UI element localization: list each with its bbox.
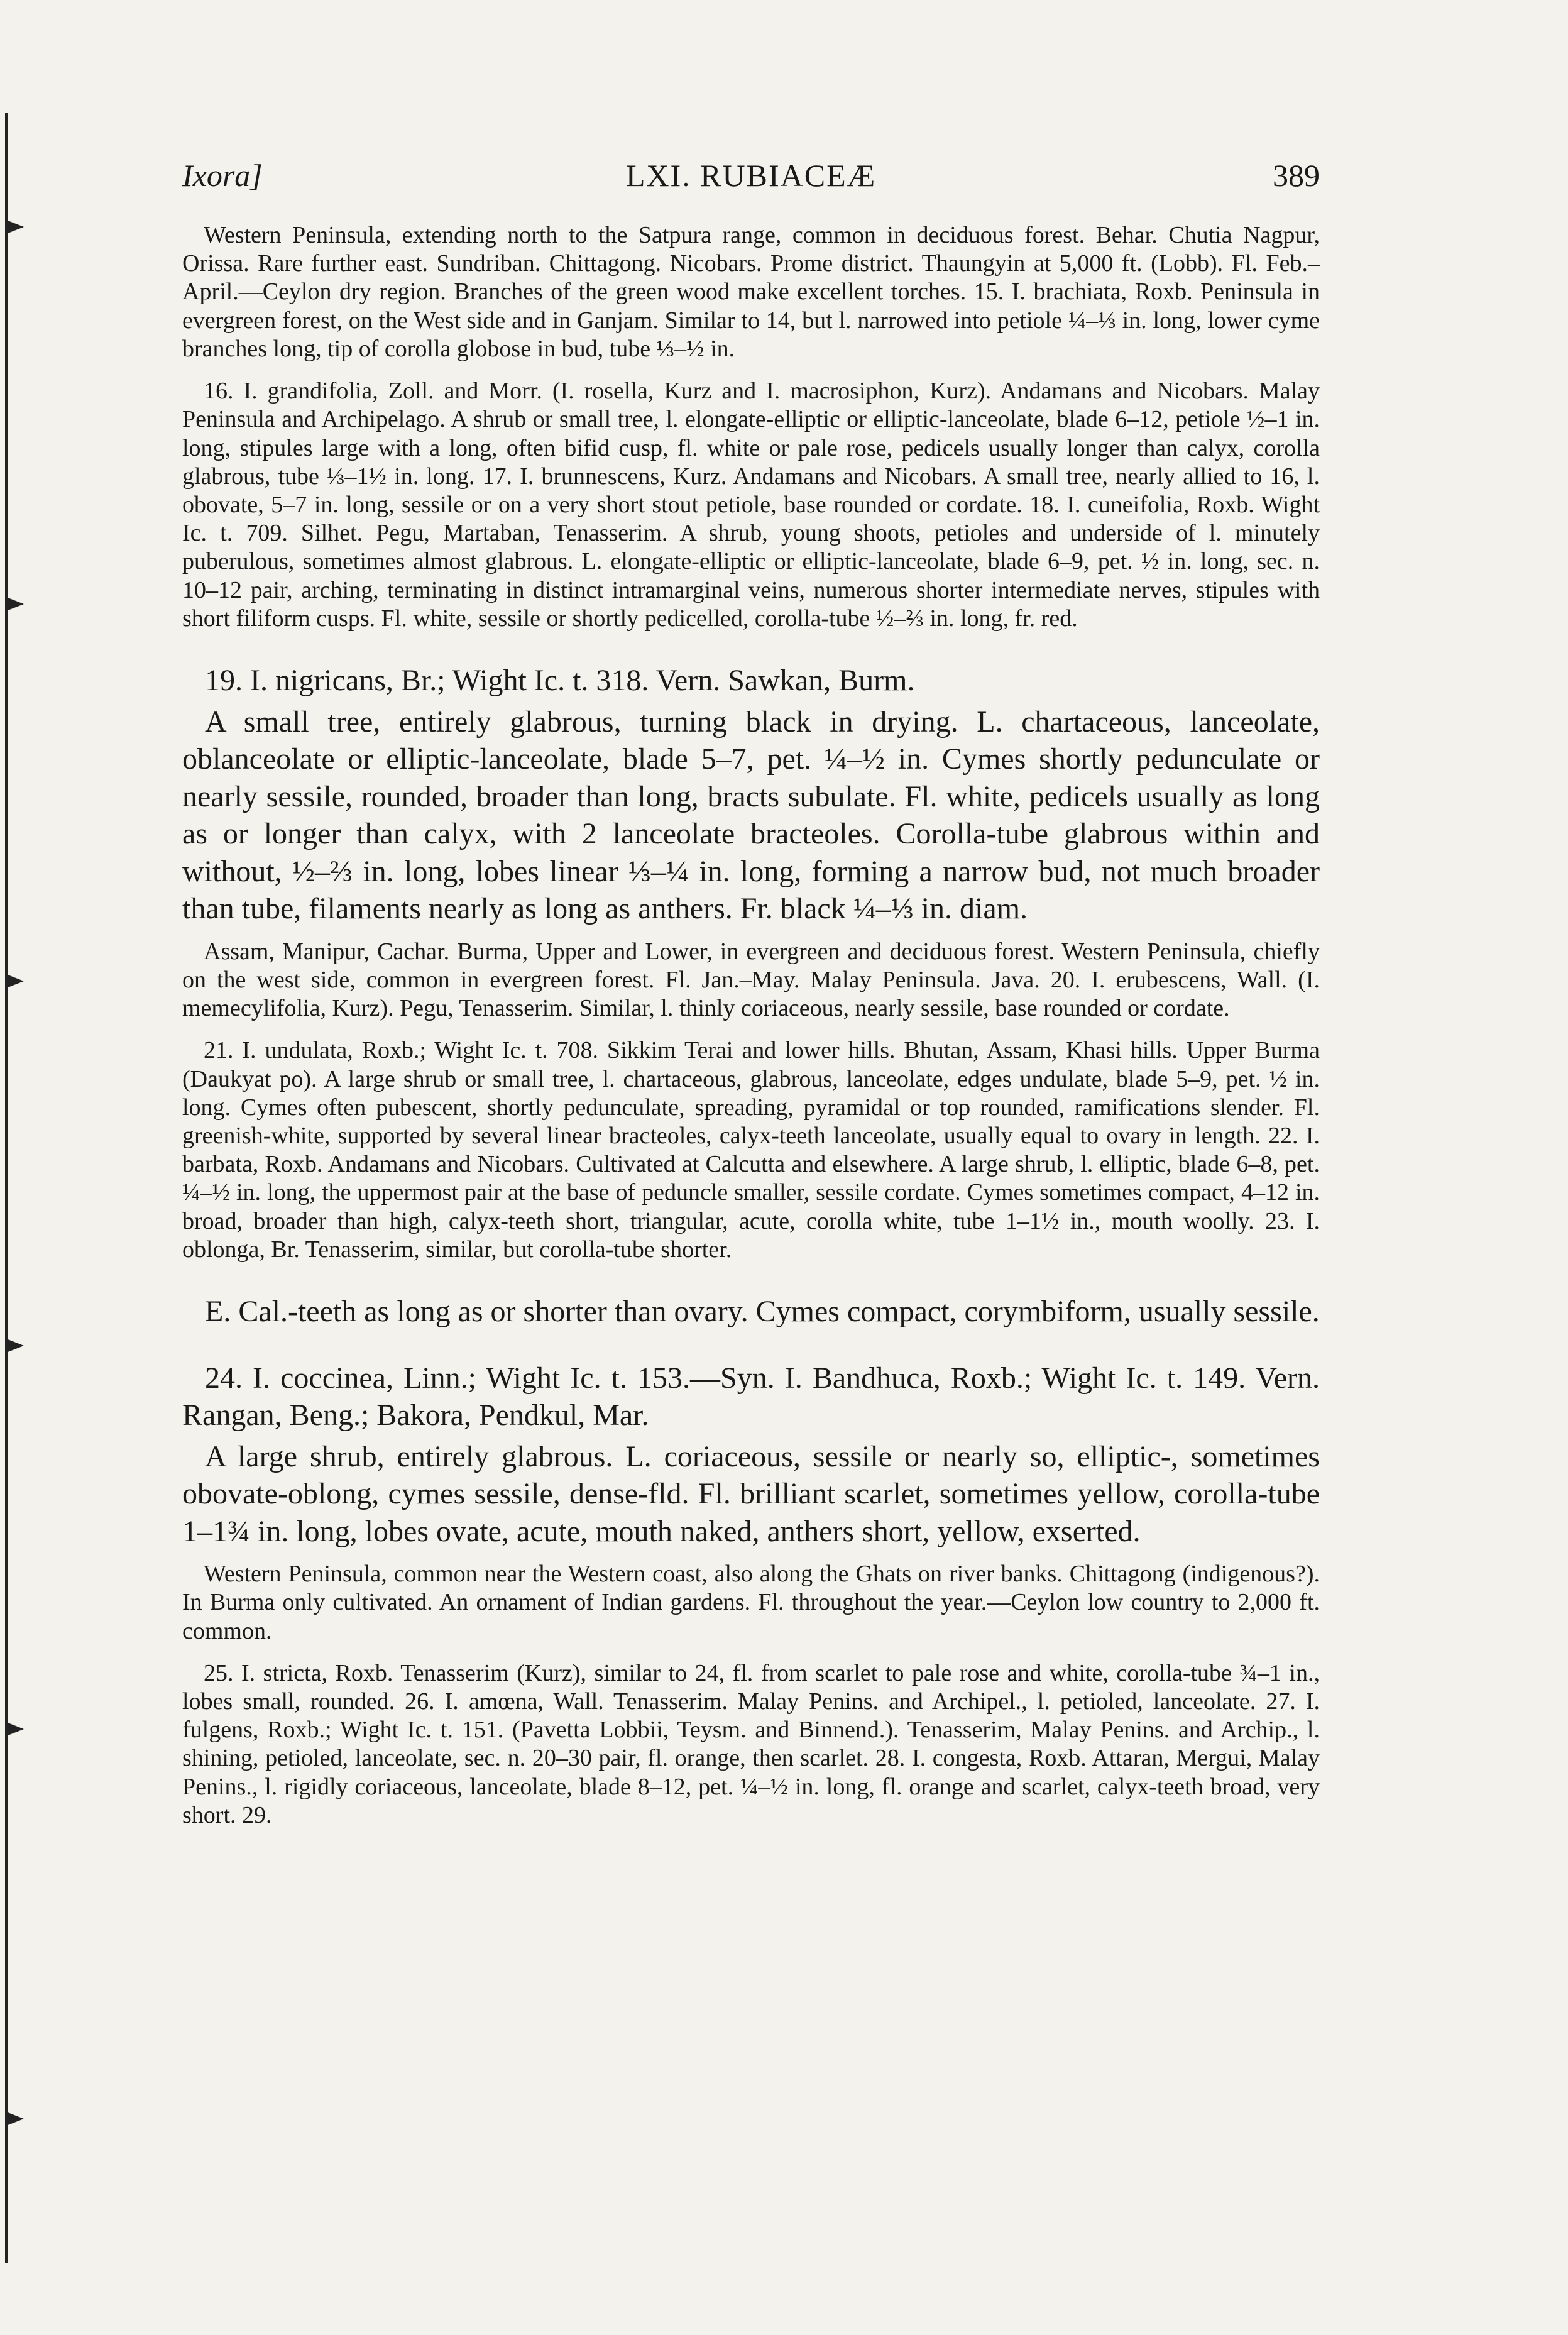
species-heading-24: 24. I. coccinea, Linn.; Wight Ic. t. 153.—Syn. I. Bandhuca, Roxb.; Wight Ic. t. 149. Vern. Rangan, Beng.; Bakora, Pendkul, Mar.	[182, 1361, 1320, 1432]
running-header	[182, 157, 1320, 194]
paragraph-distribution-19-20: Assam, Manipur, Cachar. Burma, Upper and Lower, in evergreen and deciduous forest. Western Peninsula, chiefly on the west side, common in evergreen forest. Fl. Jan.–May. Malay Peninsula. Java. 20. I. erubescens, Wall. (I. memecylifolia, Kurz). Pegu, Tenasserim. Similar, l. thinly coriaceous, nearly sessile, base rounded or cordate.	[182, 938, 1320, 1022]
margin-arrow-mark	[6, 597, 24, 611]
header-genus: Ixora]	[182, 158, 263, 193]
paragraph-distribution-14: Western Peninsula, extending north to the Satpura range, common in deciduous forest. Behar. Chutia Nagpur, Orissa. Rare further east. Sundriban. Chittagong. Nicobars. Prome district. Thaungyin at 5,000 ft. (Lobb). Fl. Feb.–April.—Ceylon dry region. Branches of the green wood make excellent torches. 15. I. brachiata, Roxb. Peninsula in evergreen forest, on the West side and in Ganjam. Similar to 14, but l. narrowed into petiole ¼–⅓ in. long, lower cyme branches long, tip of corolla globose in bud, tube ⅓–½ in.	[182, 222, 1320, 362]
margin-arrow-mark	[6, 974, 24, 988]
left-margin-rule	[5, 113, 8, 2263]
description-19: A small tree, entirely glabrous, turning black in drying. L. chartaceous, lanceolate, oblanceolate or elliptic-lanceolate, blade 5–7, pet. ¼–½ in. Cymes shortly pedunculate or nearly sessile, rounded, broader than long, bracts subulate. Fl. white, pedicels usually as long as or longer than calyx, with 2 lanceolate bracteoles. Corolla-tube glabrous within and without, ½–⅔ in. long, lobes linear ⅓–¼ in. long, forming a narrow bud, not much broader than tube, filaments nearly as long as anthers. Fr. black ¼–⅓ in. diam.	[182, 705, 1320, 926]
paragraph-species-21-23: 21. I. undulata, Roxb.; Wight Ic. t. 708. Sikkim Terai and lower hills. Bhutan, Assam, Khasi hills. Upper Burma (Daukyat po). A large shrub or small tree, l. chartaceous, glabrous, lanceolate, edges undulate, blade 5–9, pet. ½ in. long. Cymes often pubescent, shortly pedunculate, spreading, pyramidal or top rounded, ramifications slender. Fl. greenish-white, supported by several linear bracteoles, calyx-teeth lanceolate, usually equal to ovary in length. 22. I. barbata, Roxb. Andamans and Nicobars. Cultivated at Calcutta and elsewhere. A large shrub, l. elliptic, blade 6–8, pet. ¼–½ in. long, the uppermost pair at the base of peduncle smaller, sessile cordate. Cymes sometimes compact, 4–12 in. broad, broader than high, calyx-teeth short, triangular, acute, corolla white, tube 1–1½ in., mouth woolly. 23. I. oblonga, Br. Tenasserim, similar, but corolla-tube shorter.	[182, 1037, 1320, 1263]
margin-arrow-mark	[6, 2112, 24, 2126]
margin-arrow-mark	[6, 1722, 24, 1736]
key-section-e: E. Cal.-teeth as long as or shorter than ovary. Cymes compact, corymbiform, usually sessile.	[205, 1295, 1320, 1329]
species-heading-19: 19. I. nigricans, Br.; Wight Ic. t. 318. Vern. Sawkan, Burm.	[205, 664, 915, 698]
header-family: LXI. RUBIACEÆ	[625, 158, 877, 193]
paragraph-species-25-29: 25. I. stricta, Roxb. Tenasserim (Kurz), similar to 24, fl. from scarlet to pale rose and white, corolla-tube ¾–1 in., lobes small, rounded. 26. I. amœna, Wall. Tenasserim. Malay Penins. and Archipel., l. petioled, lanceolate. 27. I. fulgens, Roxb.; Wight Ic. t. 151. (Pavetta Lobbii, Teysm. and Binnend.). Tenasserim, Malay Penins. and Archip., l. shining, petioled, lanceolate, sec. n. 20–30 pair, fl. orange, then scarlet. 28. I. congesta, Roxb. Attaran, Mergui, Malay Penins., l. rigidly coriaceous, lanceolate, blade 8–12, pet. ¼–½ in. long, fl. orange and scarlet, calyx-teeth broad, very short. 29.	[182, 1659, 1320, 1828]
paragraph-distribution-24: Western Peninsula, common near the Western coast, also along the Ghats on river banks. Chittagong (indigenous?). In Burma only cultivated. An ornament of Indian gardens. Fl. throughout the year.—Ceylon low country to 2,000 ft. common.	[182, 1561, 1320, 1644]
margin-arrow-mark	[6, 1339, 24, 1353]
paragraph-species-16-18: 16. I. grandifolia, Zoll. and Morr. (I. rosella, Kurz and I. macrosiphon, Kurz). Andamans and Nicobars. Malay Peninsula and Archipelago. A shrub or small tree, l. elongate-elliptic or elliptic-lanceolate, blade 6–12, petiole ½–1 in. long, stipules large with a long, often bifid cusp, fl. white or pale rose, pedicels usually longer than calyx, corolla glabrous, tube ⅓–1½ in. long. 17. I. brunnescens, Kurz. Andamans and Nicobars. A small tree, nearly allied to 16, l. obovate, 5–7 in. long, sessile or on a very short stout petiole, base rounded or cordate. 18. I. cuneifolia, Roxb. Wight Ic. t. 709. Silhet. Pegu, Martaban, Tenasserim. A shrub, young shoots, petioles and underside of l. minutely puberulous, sometimes almost glabrous. L. elongate-elliptic or elliptic-lanceolate, blade 6–9, pet. ½ in. long, sec. n. 10–12 pair, arching, terminating in distinct intramarginal veins, numerous shorter intermediate nerves, stipules with short filiform cusps. Fl. white, sessile or shortly pedicelled, corolla-tube ½–⅔ in. long, fr. red.	[182, 378, 1320, 632]
book-page	[182, 157, 1320, 1843]
description-24: A large shrub, entirely glabrous. L. coriaceous, sessile or nearly so, elliptic-, sometimes obovate-oblong, cymes sessile, dense-fld. Fl. brilliant scarlet, sometimes yellow, corolla-tube 1–1¾ in. long, lobes ovate, acute, mouth naked, anthers short, yellow, exserted.	[182, 1439, 1320, 1548]
page-number: 389	[1273, 158, 1320, 193]
margin-arrow-mark	[6, 220, 24, 234]
